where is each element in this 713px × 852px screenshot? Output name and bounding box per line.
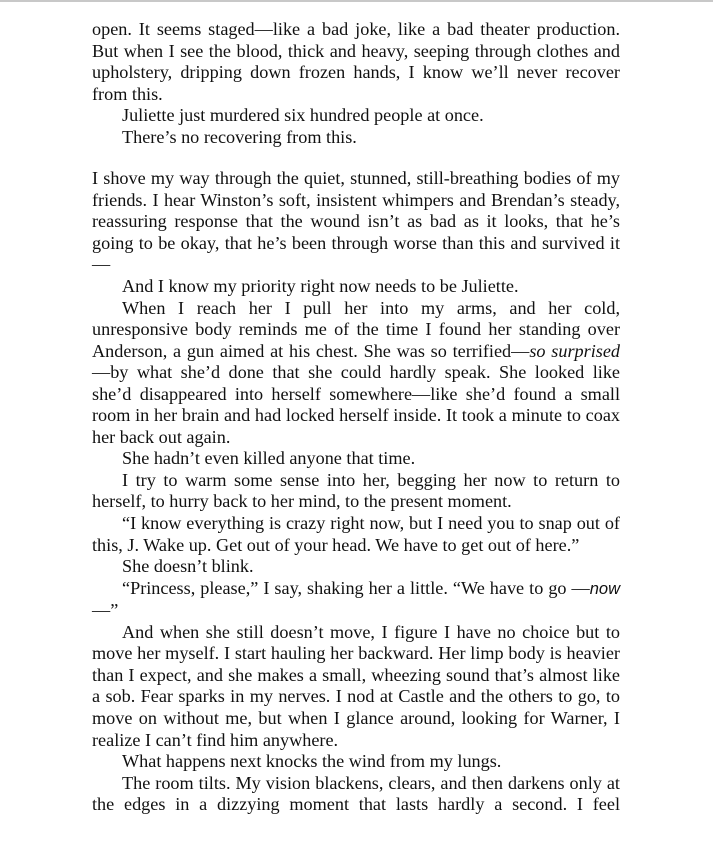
paragraph-text: open. It seems staged—like a bad joke, like a bad theater production. But when I see the blood, thick and heavy, seeping through clothes and upholstery, dripping down frozen hands, I know we’ll never recover from this. [92,19,620,104]
paragraph [92,168,620,276]
section-break [92,148,620,168]
paragraph [92,773,620,816]
paragraph-text: There’s no recovering from this. [122,126,357,147]
paragraph [92,470,620,513]
top-divider [0,0,713,2]
paragraph [92,298,620,449]
paragraph-text: And when she still doesn’t move, I figure I have no choice but to move her myself. I start hauling her backward. Her limp body is heavier than I expect, and she makes a small, wheezing sound that’s almost like a sob. Fear sparks in my nerves. I nod at Castle and the others to go, to move on without me, but when I glance around, looking for Warner, I realize I can’t find him anywhere. [92,621,620,750]
paragraph-text: “I know everything is crazy right now, but I need you to snap out of this, J. Wake up. Get out of your head. We have to get out of here.” [92,513,620,555]
paragraph-text: What happens next knocks the wind from my lungs. [122,751,502,772]
emphasis-text: now [589,579,620,598]
paragraph [92,276,620,298]
paragraph-text: —” [92,600,119,621]
paragraph-text: “Princess, please,” I say, shaking her a little. “We have to go — [122,577,590,598]
paragraph [92,127,620,149]
paragraph-text: She hadn’t even killed anyone that time. [122,448,416,469]
paragraph [92,556,620,578]
book-page [92,19,620,816]
paragraph [92,19,620,105]
paragraph-text: The room tilts. My vision blackens, clears, and then darkens only at the edges in a dizzying moment that lasts hardly a second. I feel [92,772,620,815]
paragraph-text: —by what she’d done that she could hardly speak. She looked like she’d disappeared into herself somewhere—like she’d found a small room in her brain and had locked herself inside. It took a minute to coax her back out again. [92,362,620,447]
paragraph-text: When I reach her I pull her into my arms, and her cold, unresponsive body reminds me of the time I found her standing over Anderson, a gun aimed at his chest. She was so terrified— [92,297,620,361]
paragraph-text: Juliette just murdered six hundred people at once. [122,105,484,126]
paragraph-text: And I know my priority right now needs to be Juliette. [122,276,519,297]
emphasis-text: so surprised [529,340,620,361]
paragraph-text: She doesn’t blink. [122,556,254,577]
paragraph [92,622,620,751]
paragraph-text: I try to warm some sense into her, begging her now to return to herself, to hurry back to her mind, to the present moment. [92,469,620,512]
paragraph-text: I shove my way through the quiet, stunned, still-breathing bodies of my friends. I hear Winston’s soft, insistent whimpers and Brendan’s steady, reassuring response that the wound isn’t as bad as it looks, that he’s going to be okay, that he’s been through worse than this and survived it— [92,168,620,275]
paragraph [92,513,620,556]
paragraph [92,751,620,773]
paragraph [92,448,620,470]
paragraph [92,105,620,127]
paragraph [92,578,620,622]
